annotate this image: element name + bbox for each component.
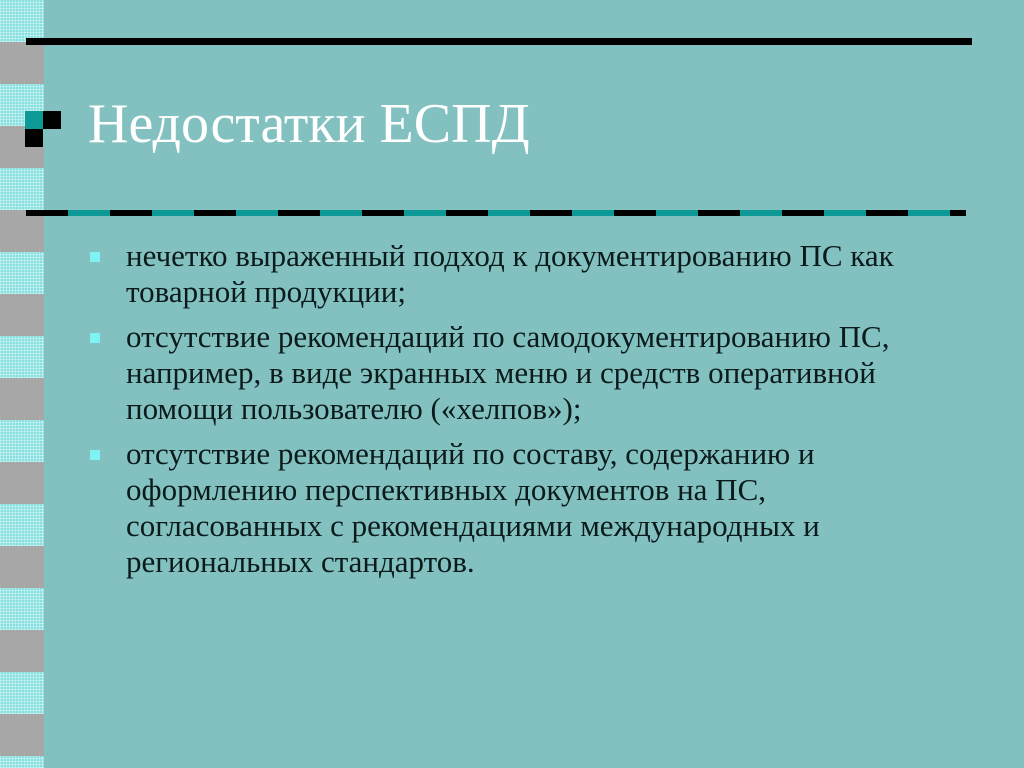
side-strip-block (0, 420, 44, 462)
side-strip-block (0, 294, 44, 336)
bullet-list (90, 238, 920, 589)
side-strip-block (0, 42, 44, 84)
side-strip-block (0, 462, 44, 504)
side-strip-block (0, 504, 44, 546)
side-strip-block (0, 630, 44, 672)
bullet-text: отсутствие рекомендаций по составу, содержанию и оформлению перспективных документов на ПС, согласованных с рекомендациями международных и региональных стандартов. (126, 436, 820, 579)
side-strip-block (0, 168, 44, 210)
side-strip-block (0, 672, 44, 714)
side-strip-block (0, 588, 44, 630)
side-strip-block (0, 378, 44, 420)
top-divider (26, 38, 972, 45)
side-strip-block (0, 210, 44, 252)
dashed-divider (26, 210, 966, 216)
side-strip-block (0, 546, 44, 588)
side-strip-block (0, 714, 44, 756)
side-strip-block (0, 336, 44, 378)
side-strip-block (0, 0, 44, 42)
square-bullet-icon (90, 333, 100, 343)
list-item (90, 436, 920, 580)
side-strip-block (0, 252, 44, 294)
slide-title: Недостатки ЕСПД (88, 93, 530, 155)
list-item (90, 319, 920, 427)
side-strip-block (0, 756, 44, 768)
bullet-text: отсутствие рекомендаций по самодокументированию ПС, например, в виде экранных меню и средств оперативной помощи пользователю («хелпов»); (126, 319, 890, 426)
bullet-text: нечетко выраженный подход к документированию ПС как товарной продукции; (126, 238, 894, 309)
four-square-marker-icon (25, 111, 61, 147)
list-item (90, 238, 920, 310)
square-bullet-icon (90, 450, 100, 460)
square-bullet-icon (90, 252, 100, 262)
